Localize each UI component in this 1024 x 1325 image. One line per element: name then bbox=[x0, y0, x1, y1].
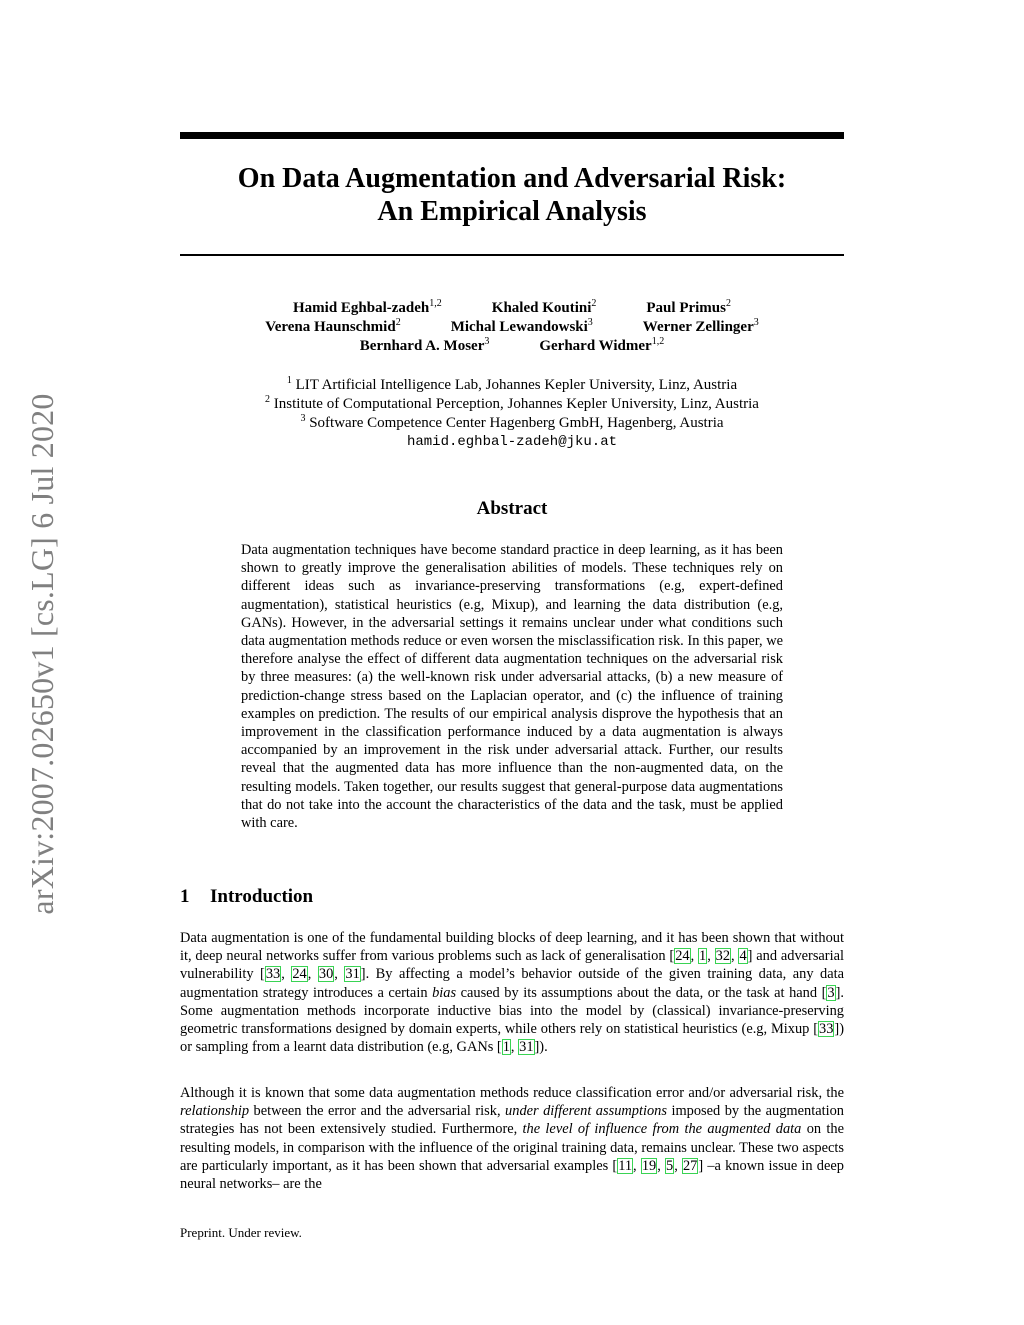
arxiv-identifier-text: arXiv:2007.02650v1 [cs.LG] 6 Jul 2020 bbox=[24, 393, 60, 915]
citation-link[interactable]: 32 bbox=[715, 948, 731, 965]
author-row bbox=[180, 337, 844, 356]
emphasized-text: the level of influence from the augmented data bbox=[522, 1121, 802, 1138]
citation-link[interactable]: 27 bbox=[682, 1157, 698, 1174]
emphasized-text: relationship bbox=[180, 1103, 250, 1120]
citation-link[interactable]: 30 bbox=[318, 966, 334, 983]
title-bottom-rule bbox=[180, 254, 844, 256]
section-number: 1 bbox=[180, 886, 190, 907]
citation-link[interactable]: 31 bbox=[519, 1039, 534, 1056]
author-affiliation-marker: 2 bbox=[725, 298, 731, 309]
author-name: Khaled Koutini$^2$ bbox=[491, 298, 597, 316]
affiliation-number: 3 bbox=[300, 413, 306, 424]
author-list bbox=[180, 299, 844, 356]
section-title: Introduction bbox=[210, 886, 314, 907]
intro-paragraph-1: Data augmentation is one of the fundamental building blocks of deep learning, and it has been shown that without it, deep neural networks suffer from various problems such as lack of generalisation [24, 1, 32, 4] and adversarial vulnerability [33, 24, 30, 31]. By affecting a model’s behavior outside of the given training data, any data augmentation strategy introduces a certain bias caused by its assumptions about the data, or the task at hand [3]. Some augmentation methods incorporate inductive bias into the model by (classical) invariance-preserving geometric transformations designed by domain experts, while others rely on statistical heuristics (e.g, Mixup [33]) or sampling from a learnt data distribution (e.g, GANs [1, 31]). bbox=[180, 930, 845, 1056]
affiliation-lines bbox=[180, 376, 844, 433]
citation-link[interactable]: 1 bbox=[699, 948, 707, 965]
citation-link[interactable]: 3 bbox=[827, 984, 835, 1001]
affiliation-line: $^3$ Software Competence Center Hagenberg GmbH, Hagenberg, Austria bbox=[300, 413, 724, 431]
title-line-1: On Data Augmentation and Adversarial Risk: bbox=[237, 163, 787, 194]
arxiv-identifier-stamp bbox=[24, 376, 60, 932]
affiliation-line: $^1$ LIT Artificial Intelligence Lab, Johannes Kepler University, Linz, Austria bbox=[286, 375, 738, 393]
author-affiliation-marker: 1,2 bbox=[429, 298, 442, 309]
author-name: Verena Haunschmid$^2$ bbox=[265, 317, 401, 335]
citation-link[interactable]: 33 bbox=[265, 966, 281, 983]
citation-link[interactable]: 4 bbox=[739, 948, 747, 965]
author-name: Paul Primus$^2$ bbox=[646, 298, 731, 316]
author-affiliation-marker: 2 bbox=[395, 317, 401, 328]
citation-link[interactable]: 19 bbox=[641, 1157, 657, 1174]
author-name: Michal Lewandowski$^3$ bbox=[450, 317, 593, 335]
affiliation-number: 2 bbox=[265, 394, 271, 405]
title-line-2: An Empirical Analysis bbox=[377, 196, 647, 227]
citation-link[interactable]: 33 bbox=[819, 1021, 834, 1038]
intro-paragraph-2: Although it is known that some data augmentation methods reduce classification error and/or adversarial risk, the relationship between the error and the adversarial risk, under different assumptions imposed by the augmentation strategies has not been extensively studied. Furthermore, the level of influence from the augmented data on the resulting models, in comparison with the influence of the original training data, remains unclear. These two aspects are particularly important, as it has been shown that adversarial examples [11, 19, 5, 27] –a known issue in deep neural networks– are the bbox=[180, 1085, 844, 1193]
author-name: Bernhard A. Moser$^3$ bbox=[359, 336, 490, 354]
citation-link[interactable]: 24 bbox=[292, 966, 307, 983]
section-heading-introduction bbox=[180, 886, 844, 908]
author-affiliation-marker: 3 bbox=[753, 317, 759, 328]
author-affiliation-marker: 3 bbox=[587, 317, 593, 328]
author-row bbox=[180, 299, 844, 318]
citation-link[interactable]: 11 bbox=[618, 1157, 633, 1174]
contact-email[interactable]: hamid.eghbal-zadeh@jku.at bbox=[406, 434, 618, 450]
affiliations bbox=[180, 376, 844, 452]
citation-link[interactable]: 5 bbox=[666, 1157, 674, 1174]
author-affiliation-marker: 1,2 bbox=[651, 336, 665, 347]
author-name: Gerhard Widmer$^{1,2}$ bbox=[539, 336, 665, 354]
author-affiliation-marker: 2 bbox=[591, 298, 597, 309]
abstract-heading: Abstract bbox=[476, 498, 548, 519]
footer-note: Preprint. Under review. bbox=[180, 1225, 302, 1240]
citation-link[interactable]: 24 bbox=[675, 948, 690, 965]
author-affiliation-marker: 3 bbox=[484, 336, 490, 347]
author-name: Werner Zellinger$^3$ bbox=[642, 317, 759, 335]
affiliation-number: 1 bbox=[286, 375, 292, 386]
citation-link[interactable]: 31 bbox=[345, 966, 360, 983]
citation-link[interactable]: 1 bbox=[502, 1039, 510, 1056]
affiliation-line: $^2$ Institute of Computational Perception, Johannes Kepler University, Linz, Austria bbox=[265, 394, 759, 412]
author-name: Hamid Eghbal-zadeh$^{1,2}$ bbox=[293, 298, 442, 316]
title-top-rule bbox=[180, 132, 844, 139]
emphasized-text: bias bbox=[432, 984, 457, 1001]
emphasized-text: under different assumptions bbox=[505, 1103, 667, 1120]
author-row bbox=[180, 318, 844, 337]
paper-title bbox=[180, 162, 844, 228]
abstract-text: Data augmentation techniques have become standard practice in deep learning, as it has been shown to greatly improve the generalisation abilities of models. These techniques rely on different ideas such as invariance-preserving transformations (e.g, expert-defined augmentation), statistical heuristics (e.g, Mixup), and learning the data distribution (e.g, GANs). However, in the adversarial settings it remains unclear under what conditions such data augmentation methods reduce or even worsen the misclassification risk. In this paper, we therefore analyse the effect of different data augmentation techniques on the adversarial risk by three measures: (a) the well-known risk under adversarial attacks, (b) a new measure of prediction-change stress based on the Laplacian operator, and (c) the influence of training examples on prediction. The results of our empirical analysis disprove the hypothesis that an improvement in the classification performance induced by a data augmentation is always accompanied by an improvement in the risk under adversarial attack. Further, our results reveal that the augmented data has more influence than the non-augmented data, on the resulting models. Taken together, our results suggest that general-purpose data augmentations that do not take into the account the characteristics of the data and the task, must be applied with care. bbox=[241, 542, 783, 832]
